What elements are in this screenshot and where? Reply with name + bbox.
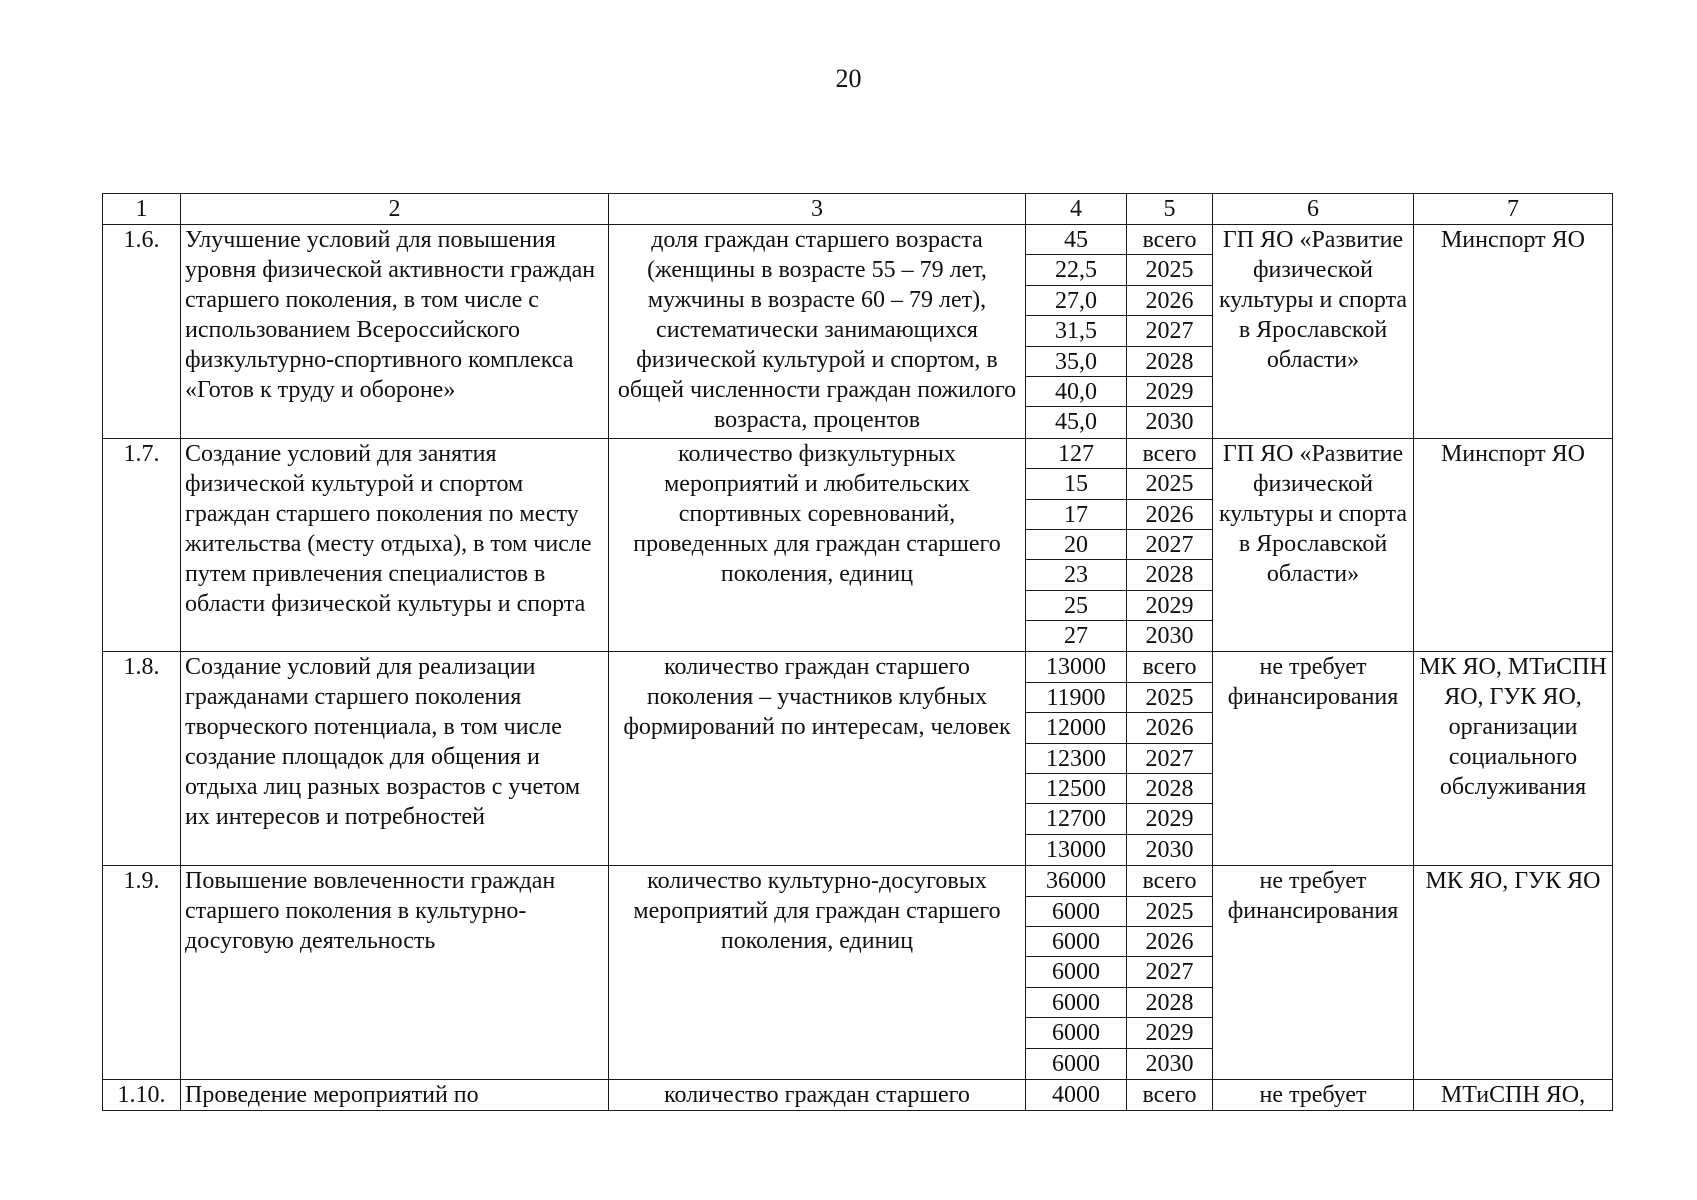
indicator-value: 11900 <box>1026 683 1126 713</box>
row-number: 1.7. <box>103 438 181 652</box>
event-cell: Создание условий для занятия физической культурой и спортом граждан старшего поколения по месту жительства (месту отдыха), в том числе путем привлечения специалистов в области физической культуры и спорта <box>181 438 609 652</box>
header-cell: 4 <box>1026 194 1127 225</box>
year-label: всего <box>1127 866 1212 896</box>
indicator-value: 27,0 <box>1026 286 1126 316</box>
indicator-value: 31,5 <box>1026 316 1126 346</box>
indicator-value: 12500 <box>1026 774 1126 804</box>
year-label: 2027 <box>1127 530 1212 560</box>
indicator-value: 45 <box>1026 225 1126 255</box>
event-cell: Проведение мероприятий по <box>181 1079 609 1110</box>
indicator-value: 127 <box>1026 439 1126 469</box>
years-cell <box>1127 438 1213 652</box>
row-number: 1.9. <box>103 866 181 1080</box>
values-cell <box>1026 652 1127 866</box>
header-row <box>103 194 1613 225</box>
year-label: 2026 <box>1127 713 1212 743</box>
year-label: 2028 <box>1127 988 1212 1018</box>
indicator-cell: доля граждан старшего возраста (женщины в возрасте 55 – 79 лет, мужчины в возрасте 60 – 79 лет), систематически занимающихся физической культурой и спортом, в общей численности граждан пожилого возраста, процентов <box>609 225 1026 439</box>
values-cell <box>1026 866 1127 1080</box>
header-cell: 3 <box>609 194 1026 225</box>
indicator-value: 6000 <box>1026 897 1126 927</box>
year-label: всего <box>1127 439 1212 469</box>
year-label: 2030 <box>1145 1050 1194 1077</box>
year-label: 2027 <box>1127 316 1212 346</box>
indicator-value: 12300 <box>1026 744 1126 774</box>
executor-cell: МТиСПН ЯО, <box>1414 1079 1613 1110</box>
table-row <box>103 225 1613 439</box>
years-cell <box>1127 1079 1213 1110</box>
indicator-cell: количество граждан старшего поколения – участников клубных формирований по интересам, человек <box>609 652 1026 866</box>
year-label: 2025 <box>1127 897 1212 927</box>
indicator-value: 13000 <box>1046 836 1106 863</box>
values-cell <box>1026 438 1127 652</box>
indicator-value: 6000 <box>1026 957 1126 987</box>
header-cell: 5 <box>1127 194 1213 225</box>
year-label: 2026 <box>1127 500 1212 530</box>
year-label: 2026 <box>1127 927 1212 957</box>
indicator-value: 4000 <box>1052 1081 1100 1108</box>
year-label: 2027 <box>1127 744 1212 774</box>
year-label: 2029 <box>1127 377 1212 407</box>
event-cell: Улучшение условий для повышения уровня физической активности граждан старшего поколения, в том числе с использованием Всероссийского физкультурно-спортивного комплекса «Готов к труду и обороне» <box>181 225 609 439</box>
year-label: 2028 <box>1127 560 1212 590</box>
funding-source-cell: не требует финансирования <box>1213 652 1414 866</box>
funding-source-cell: ГП ЯО «Развитие физической культуры и спорта в Ярославской области» <box>1213 225 1414 439</box>
indicator-value: 20 <box>1026 530 1126 560</box>
table-row <box>103 652 1613 866</box>
years-cell <box>1127 652 1213 866</box>
funding-source-cell: ГП ЯО «Развитие физической культуры и спорта в Ярославской области» <box>1213 438 1414 652</box>
indicator-value: 6000 <box>1026 988 1126 1018</box>
year-label: 2025 <box>1127 469 1212 499</box>
year-label: 2029 <box>1127 591 1212 621</box>
year-label: всего <box>1142 1081 1197 1108</box>
indicator-cell: количество физкультурных мероприятий и любительских спортивных соревнований, проведенных для граждан старшего поколения, единиц <box>609 438 1026 652</box>
table-row <box>103 866 1613 1080</box>
years-cell <box>1127 866 1213 1080</box>
year-label: всего <box>1127 652 1212 682</box>
indicator-value: 25 <box>1026 591 1126 621</box>
year-label: всего <box>1127 225 1212 255</box>
header-cell: 1 <box>103 194 181 225</box>
funding-source-cell: не требует <box>1213 1079 1414 1110</box>
year-label: 2027 <box>1127 957 1212 987</box>
table-row <box>103 438 1613 652</box>
row-number: 1.8. <box>103 652 181 866</box>
indicator-cell: количество граждан старшего <box>609 1079 1026 1110</box>
values-cell <box>1026 225 1127 439</box>
year-label: 2025 <box>1127 255 1212 285</box>
indicator-value: 6000 <box>1026 927 1126 957</box>
indicator-value: 45,0 <box>1055 409 1097 436</box>
row-number: 1.6. <box>103 225 181 439</box>
year-label: 2025 <box>1127 683 1212 713</box>
indicator-value: 12700 <box>1026 804 1126 834</box>
indicator-value: 22,5 <box>1026 255 1126 285</box>
indicator-value: 35,0 <box>1026 347 1126 377</box>
row-number: 1.10. <box>103 1079 181 1110</box>
year-label: 2030 <box>1145 623 1194 650</box>
event-cell: Повышение вовлеченности граждан старшего поколения в культурно-досуговую деятельность <box>181 866 609 1080</box>
year-label: 2030 <box>1145 409 1194 436</box>
year-label: 2026 <box>1127 286 1212 316</box>
indicator-cell: количество культурно-досуговых мероприятий для граждан старшего поколения, единиц <box>609 866 1026 1080</box>
plan-table <box>102 193 1613 1111</box>
year-label: 2029 <box>1127 804 1212 834</box>
executor-cell: МК ЯО, МТиСПН ЯО, ГУК ЯО, организации социального обслуживания <box>1414 652 1613 866</box>
year-label: 2028 <box>1127 774 1212 804</box>
year-label: 2030 <box>1145 836 1194 863</box>
indicator-value: 27 <box>1064 623 1088 650</box>
values-cell <box>1026 1079 1127 1110</box>
executor-cell: Минспорт ЯО <box>1414 225 1613 439</box>
event-cell: Создание условий для реализации гражданами старшего поколения творческого потенциала, в том числе создание площадок для общения и отдыха лиц разных возрастов с учетом их интересов и потребностей <box>181 652 609 866</box>
indicator-value: 12000 <box>1026 713 1126 743</box>
table-row <box>103 1079 1613 1110</box>
indicator-value: 40,0 <box>1026 377 1126 407</box>
header-cell: 6 <box>1213 194 1414 225</box>
header-cell: 7 <box>1414 194 1613 225</box>
header-cell: 2 <box>181 194 609 225</box>
indicator-value: 6000 <box>1026 1018 1126 1048</box>
indicator-value: 36000 <box>1026 866 1126 896</box>
indicator-value: 6000 <box>1052 1050 1100 1077</box>
funding-source-cell: не требует финансирования <box>1213 866 1414 1080</box>
executor-cell: Минспорт ЯО <box>1414 438 1613 652</box>
indicator-value: 23 <box>1026 560 1126 590</box>
page-number: 20 <box>835 64 862 93</box>
executor-cell: МК ЯО, ГУК ЯО <box>1414 866 1613 1080</box>
indicator-value: 17 <box>1026 500 1126 530</box>
years-cell <box>1127 225 1213 439</box>
indicator-value: 15 <box>1026 469 1126 499</box>
indicator-value: 13000 <box>1026 652 1126 682</box>
year-label: 2029 <box>1127 1018 1212 1048</box>
year-label: 2028 <box>1127 347 1212 377</box>
